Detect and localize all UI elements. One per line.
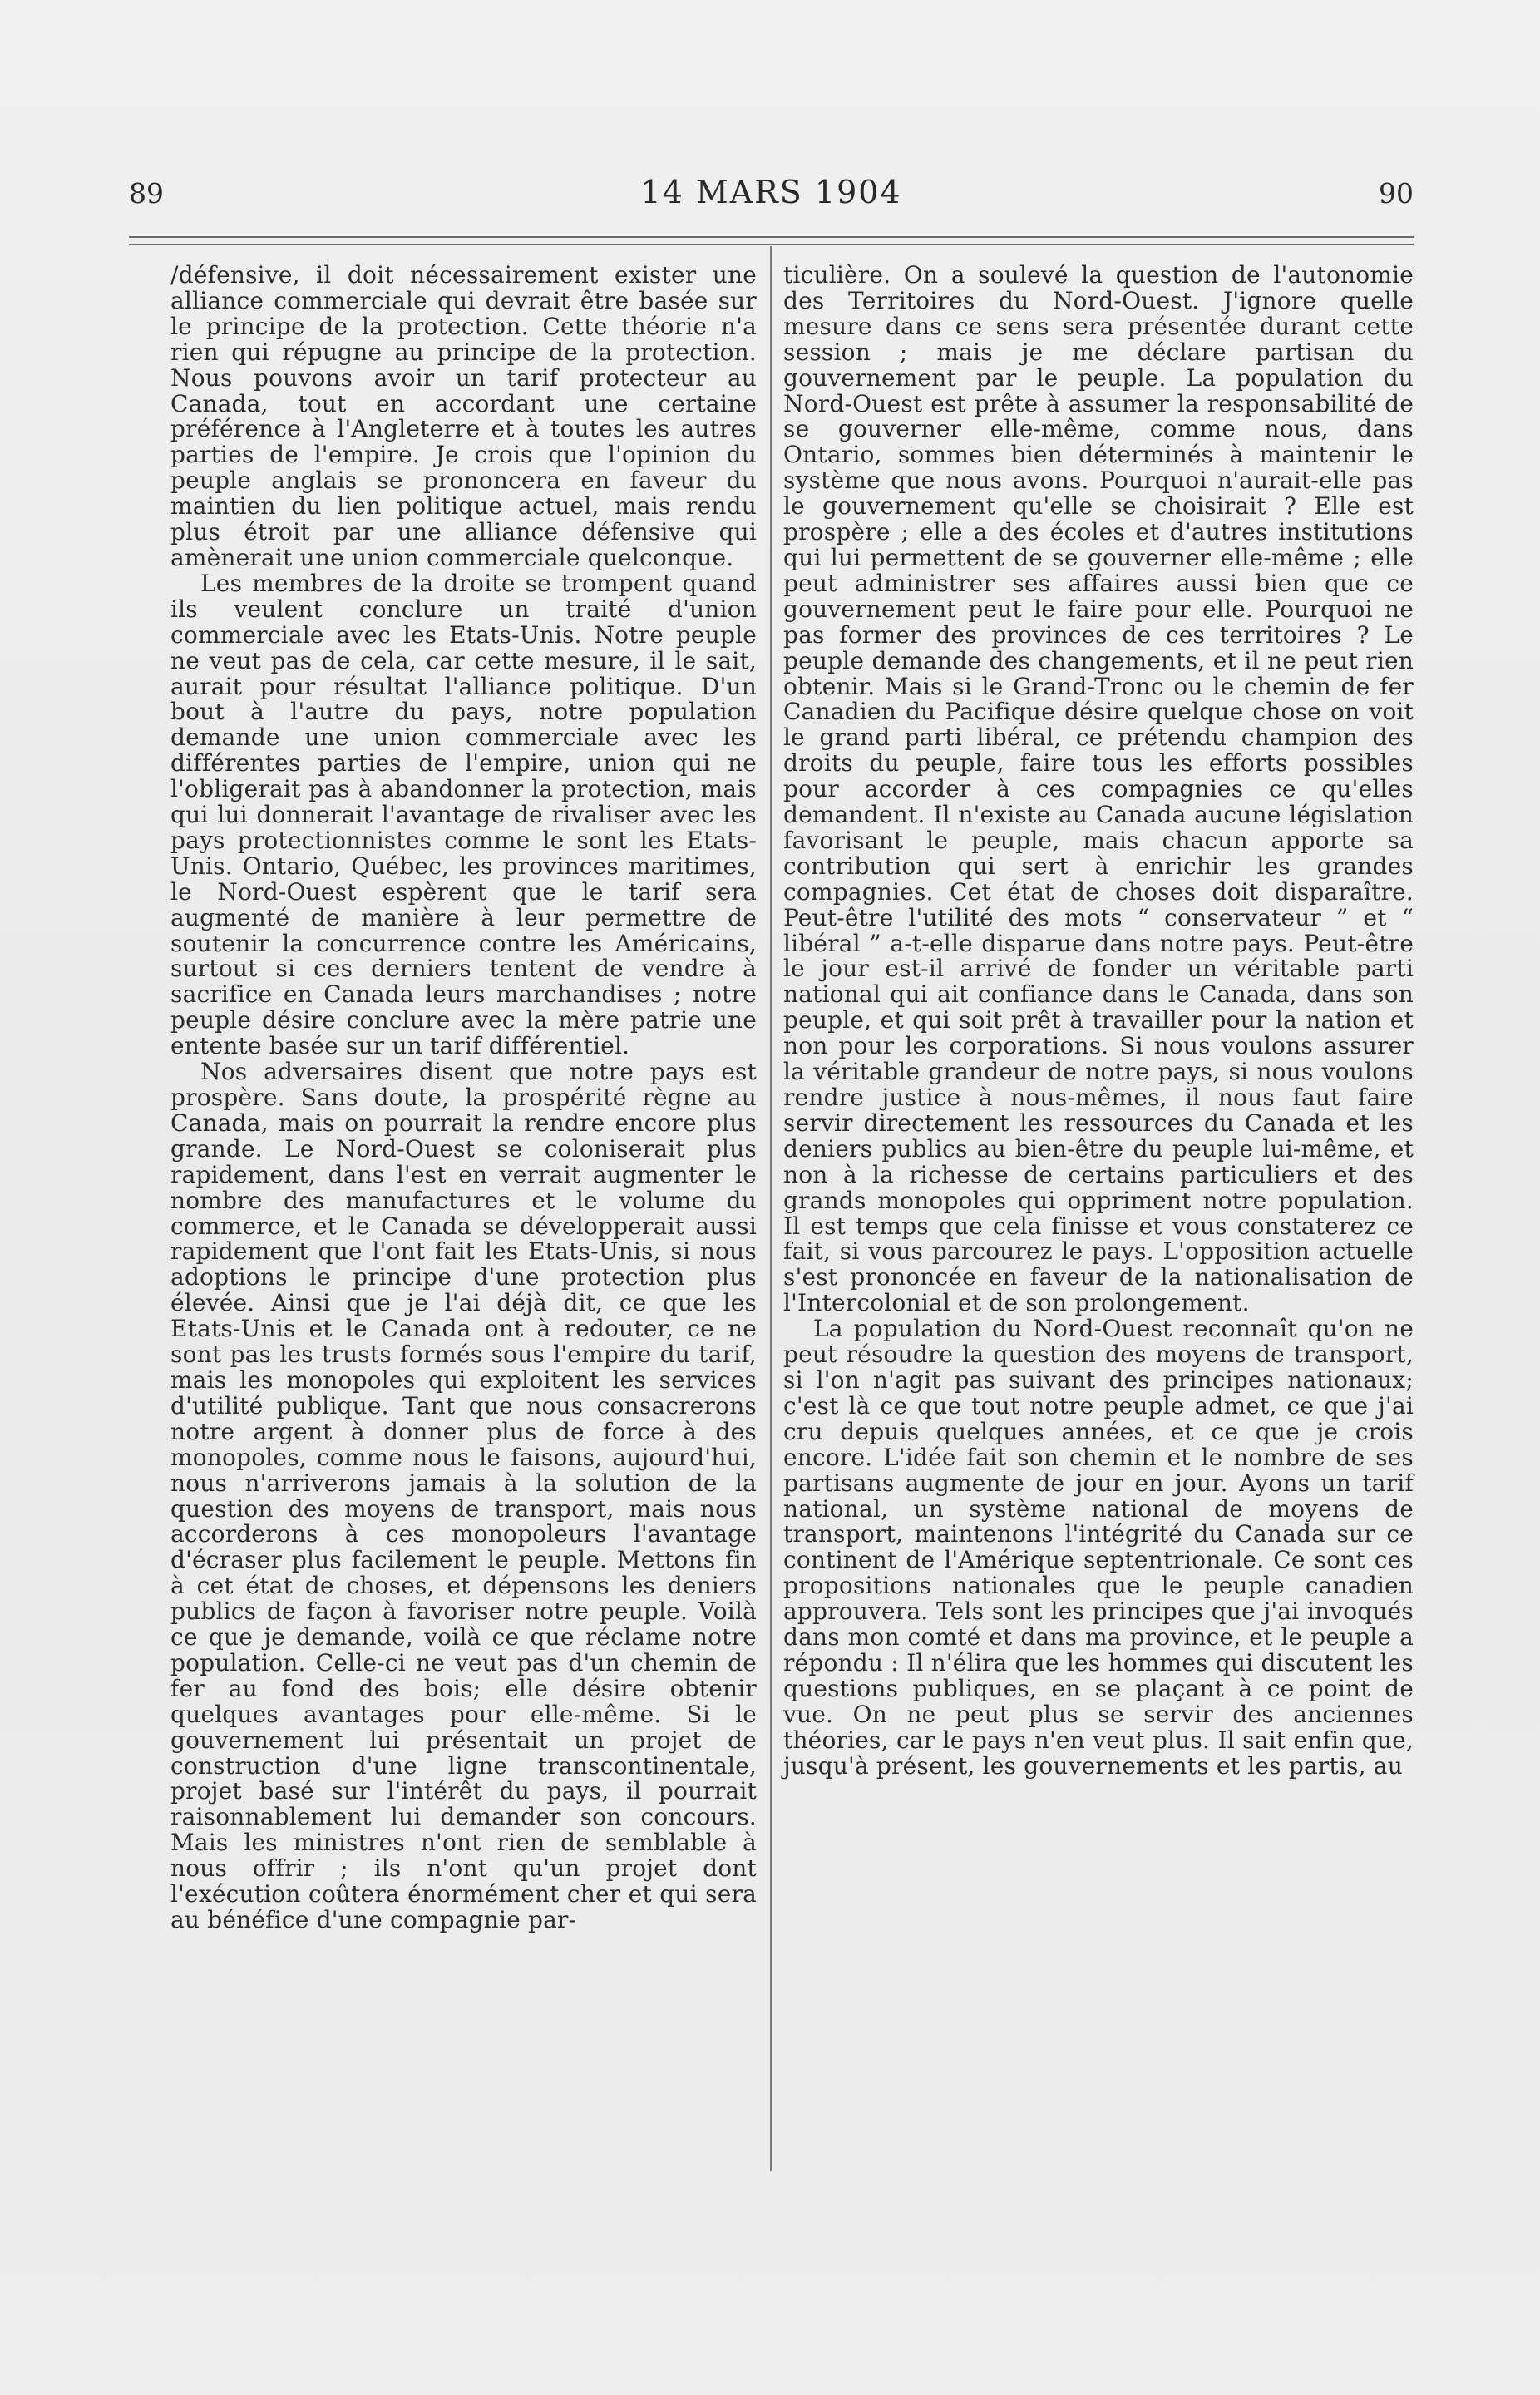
left-column (170, 263, 757, 1933)
header-rule-bottom (129, 244, 1414, 245)
paragraph: Les membres de la droite se trompent quand ils veulent conclure un traité d'union commerciale avec les Etats-Unis. Notre peuple ne veut pas de cela, car cette mesure, il le sait, aurait pour résultat l'alliance politique. D'un bout à l'autre du pays, notre population demande une union commerciale avec les différentes parties de l'empire, union qui ne l'obligerait pas à abandonner la protection, mais qui lui donnerait l'avantage de rivaliser avec les pays protectionnistes comme le sont les Etats-Unis. Ontario, Québec, les provinces maritimes, le Nord-Ouest espèrent que le tarif sera augmenté de manière à leur permettre de soutenir la concurrence contre les Américains, surtout si ces derniers tentent de vendre à sacrifice en Canada leurs marchandises ; notre peuple désire conclure avec la mère patrie une entente basée sur un tarif différentiel. (170, 569, 757, 1060)
paragraph: /défensive, il doit nécessairement exister une alliance commerciale qui devrait être basée sur le principe de la protection. Cette théorie n'a rien qui répugne au principe de la protection. Nous pouvons avoir un tarif protecteur au Canada, tout en accordant une certaine préférence à l'Angleterre et à toutes les autres parties de l'empire. Je crois que l'opinion du peuple anglais se prononcera en faveur du maintien du lien politique actuel, mais rendu plus étroit par une alliance défensive qui amènerait une union commerciale quelconque. (170, 261, 757, 571)
session-date: 14 MARS 1904 (640, 174, 902, 210)
header-rule-top (129, 236, 1414, 238)
paragraph: La population du Nord-Ouest reconnaît qu'on ne peut résoudre la question des moyens de transport, si l'on n'agit pas suivant des principes nationaux; c'est là ce que tout notre peuple admet, ce que j'ai cru depuis quelques années, et ce que je crois encore. L'idée fait son chemin et le nombre de ses partisans augmente de jour en jour. Ayons un tarif national, un système national de moyens de transport, maintenons l'intégrité du Canada sur ce continent de l'Amérique septentrionale. Ce sont ces propositions nationales que le peuple canadien approuvera. Tels sont les principes que j'ai invoqués dans mon comté et dans ma province, et le peuple a répondu : Il n'élira que les hommes qui discutent les questions publiques, en se plaçant à ce point de vue. On ne peut plus se servir des anciennes théories, car le pays n'en veut plus. Il sait enfin que, jusqu'à présent, les gouvernements et les partis, au (783, 1315, 1414, 1780)
paragraph: ticulière. On a soulevé la question de l'autonomie des Territoires du Nord-Ouest. J'ignore quelle mesure dans ce sens sera présentée durant cette session ; mais je me déclare partisan du gouvernement par le peuple. La population du Nord-Ouest est prête à assumer la responsabilité de se gouverner elle-même, comme nous, dans Ontario, sommes bien déterminés à maintenir le système que nous avons. Pourquoi n'aurait-elle pas le gouvernement qu'elle se choisirait ? Elle est prospère ; elle a des écoles et d'autres institutions qui lui permettent de se gouverner elle-même ; elle peut administrer ses affaires aussi bien que ce gouvernement peut le faire pour elle. Pourquoi ne pas former des provinces de ces territoires ? Le peuple demande des changements, et il ne peut rien obtenir. Mais si le Grand-Tronc ou le chemin de fer Canadien du Pacifique désire quelque chose on voit le grand parti libéral, ce prétendu champion des droits du peuple, faire tous les efforts possibles pour accorder à ces compagnies ce qu'elles demandent. Il n'existe au Canada aucune législation favorisant le peuple, mais chacun apporte sa contribution qui sert à enrichir les grandes compagnies. Cet état de choses doit disparaître. Peut-être l'utilité des mots “ conservateur ” et “ libéral ” a-t-elle disparue dans notre pays. Peut-être le jour est-il arrivé de fonder un véritable parti national qui ait confiance dans le Canada, dans son peuple, et qui soit prêt à travailler pour la nation et non pour les corporations. Si nous voulons assurer la véritable grandeur de notre pays, si nous voulons rendre justice à nous-mêmes, il nous faut faire servir directement les ressources du Canada et les deniers publics au bien-être du peuple lui-même, et non à la richesse de certains particuliers et des grands monopoles qui oppriment notre population. Il est temps que cela finisse et vous constaterez ce fait, si vous parcourez le pays. L'opposition actuelle s'est prononcée en faveur de la nationalisation de l'Intercolonial et de son prolongement. (783, 261, 1414, 1317)
page-number-left: 89 (129, 177, 164, 210)
column-divider (770, 246, 772, 2171)
page-number-right: 90 (1379, 177, 1414, 210)
paragraph: Nos adversaires disent que notre pays est prospère. Sans doute, la prospérité règne au Canada, mais on pourrait la rendre encore plus grande. Le Nord-Ouest se coloniserait plus rapidement, dans l'est en verrait augmenter le nombre des manufactures et le volume du commerce, et le Canada se développerait aussi rapidement que l'ont fait les Etats-Unis, si nous adoptions le principe d'une protection plus élevée. Ainsi que je l'ai déjà dit, ce que les Etats-Unis et le Canada ont à redouter, ce ne sont pas les trusts formés sous l'empire du tarif, mais les monopoles qui exploitent les services d'utilité publique. Tant que nous consacrerons notre argent à donner plus de force à des monopoles, comme nous le faisons, aujourd'hui, nous n'arriverons jamais à la solution de la question des moyens de transport, mais nous accorderons à ces monopoleurs l'avantage d'écraser plus facilement le peuple. Mettons fin à cet état de choses, et dépensons les deniers publics de façon à favoriser notre peuple. Voilà ce que je demande, voilà ce que réclame notre population. Celle-ci ne veut pas d'un chemin de fer au fond des bois; elle désire obtenir quelques avantages pour elle-même. Si le gouvernement lui présentait un projet de construction d'une ligne transcontinentale, projet basé sur l'intérêt du pays, il pourrait raisonnablement lui demander son concours. Mais les ministres n'ont rien de semblable à nous offrir ; ils n'ont qu'un projet dont l'exécution coûtera énormément cher et qui sera au bénéfice d'une compagnie par- (170, 1058, 757, 1933)
page-header (129, 170, 1414, 220)
right-column (783, 263, 1414, 1779)
